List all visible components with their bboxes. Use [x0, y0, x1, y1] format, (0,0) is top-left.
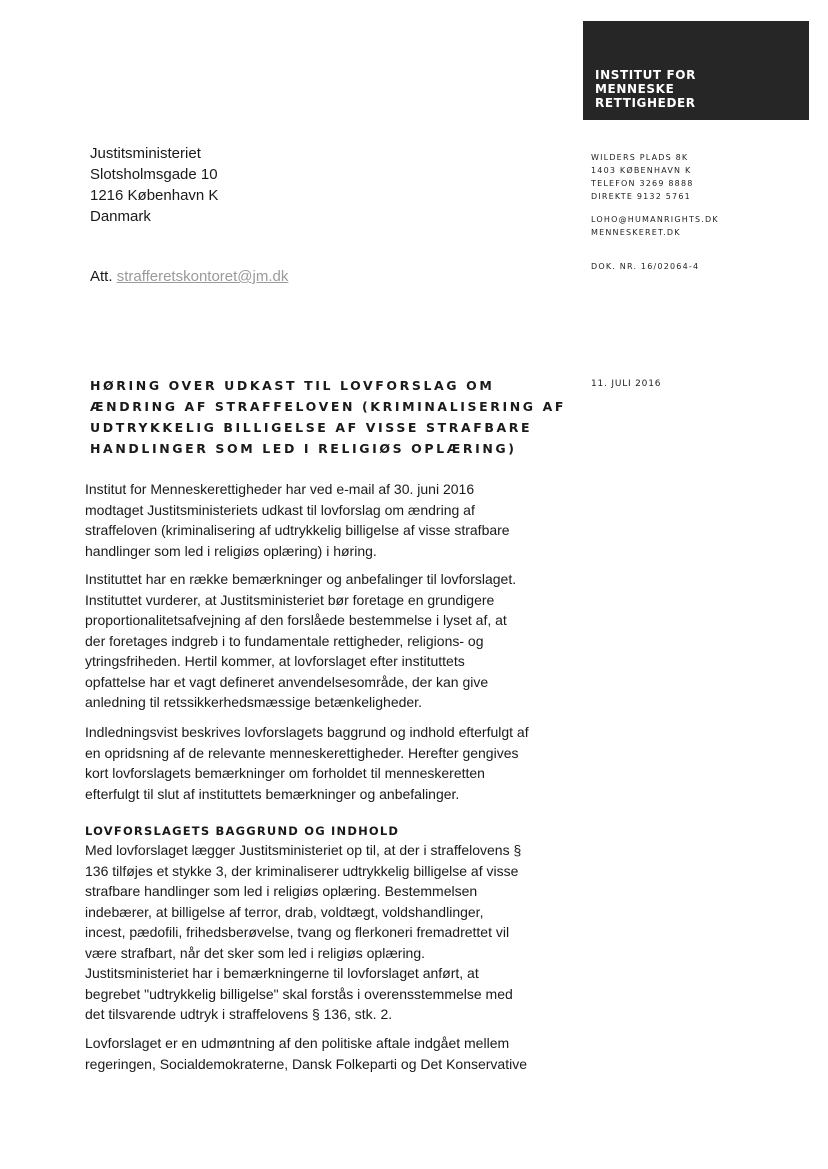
paragraph-line: Institut for Menneskerettigheder har ved e-mail af 30. juni 2016	[85, 481, 475, 497]
sender-address-line: 1403 KØBENHAVN K	[591, 166, 692, 175]
paragraph-line: proportionalitetsafvejning af den forslåede bestemmelse i lyset af, at	[85, 612, 507, 628]
heading-line: HØRING OVER UDKAST TIL LOVFORSLAG OM	[90, 378, 495, 393]
paragraph-political-agreement	[85, 1033, 565, 1074]
sender-website: MENNESKERET.DK	[591, 228, 681, 237]
logo-line-3: RETTIGHEDER	[595, 96, 696, 110]
letter-date: 11. JULI 2016	[591, 379, 662, 389]
sender-direct-phone: DIREKTE 9132 5761	[591, 192, 691, 201]
paragraph-line: Instituttet vurderer, at Justitsministeriet bør foretage en grundigere	[85, 591, 495, 608]
sender-phone: TELEFON 3269 8888	[591, 179, 694, 188]
recipient-line: Slotsholmsgade 10	[90, 166, 218, 183]
recipient-line: 1216 København K	[90, 187, 219, 204]
paragraph-line: opfattelse har et vagt defineret anvendelsesområde, der kan give	[85, 673, 489, 690]
paragraph-line: modtaget Justitsministeriets udkast til lovforslag om ændring af	[85, 501, 475, 518]
paragraph-line: handlinger som led i religiøs oplæring) i høring.	[85, 542, 377, 559]
paragraph-outline	[85, 722, 565, 804]
recipient-address	[90, 143, 218, 227]
attention-label: Att.	[90, 268, 113, 285]
paragraph-background	[85, 840, 565, 1025]
attention-line	[90, 268, 288, 285]
paragraph-line: regeringen, Socialdemokraterne, Dansk Folkeparti og Det Konservative	[85, 1055, 528, 1072]
logo-line-2: MENNESKE	[595, 82, 675, 96]
sender-info	[591, 151, 811, 239]
paragraph-line: strafbare handlinger som led i religiøs oplæring. Bestemmelsen	[85, 883, 478, 899]
paragraph-intro	[85, 479, 565, 561]
paragraph-line: Instituttet har en række bemærkninger og anbefalinger til lovforslaget.	[85, 571, 517, 587]
paragraph-line: anledning til retssikkerhedsmæssige betænkeligheder.	[85, 694, 422, 710]
paragraph-line: der foretages indgreb i to fundamentale rettigheder, religions- og	[85, 632, 484, 649]
paragraph-line: Justitsministeriet har i bemærkningerne til lovforslaget anført, at	[85, 965, 479, 981]
logo-line-1: INSTITUT FOR	[595, 68, 696, 82]
attention-email-link[interactable]: strafferetskontoret@jm.dk	[116, 268, 289, 285]
paragraph-line: en opridsning af de relevante menneskerettigheder. Herefter gengives	[85, 744, 519, 761]
recipient-line: Danmark	[90, 208, 151, 225]
document-number: DOK. NR. 16/02064-4	[591, 262, 700, 271]
paragraph-line: ytringsfriheden. Hertil kommer, at lovforslaget efter instituttets	[85, 653, 465, 669]
paragraph-line: indebærer, at billigelse af terror, drab, voldtægt, voldshandlinger,	[85, 903, 484, 920]
document-heading	[90, 375, 580, 459]
paragraph-line: kort lovforslagets bemærkninger om forholdet til menneskeretten	[85, 765, 485, 781]
paragraph-summary	[85, 569, 565, 713]
paragraph-line: begrebet "udtrykkelig billigelse" skal forstås i overensstemmelse med	[85, 985, 513, 1002]
heading-line: HANDLINGER SOM LED I RELIGIØS OPLÆRING)	[90, 441, 517, 456]
section-title: LOVFORSLAGETS BAGGRUND OG INDHOLD	[85, 824, 400, 838]
paragraph-line: straffeloven (kriminalisering af udtrykkelig billigelse af visse strafbare	[85, 522, 510, 538]
sender-email: LOHO@HUMANRIGHTS.DK	[591, 215, 719, 224]
institute-logo	[583, 21, 809, 120]
heading-line: ÆNDRING AF STRAFFELOVEN (KRIMINALISERING AF	[90, 399, 567, 414]
paragraph-line: 136 tilføjes et stykke 3, der kriminaliserer udtrykkelig billigelse af visse	[85, 862, 519, 879]
paragraph-line: være strafbart, når det sker som led i religiøs oplæring.	[85, 944, 426, 961]
paragraph-line: Indledningsvist beskrives lovforslagets baggrund og indhold efterfulgt af	[85, 724, 529, 740]
paragraph-line: Lovforslaget er en udmøntning af den politiske aftale indgået mellem	[85, 1035, 510, 1051]
paragraph-line: incest, pædofili, frihedsberøvelse, tvang og flerkoneri fremadrettet vil	[85, 924, 510, 940]
paragraph-line: Med lovforslaget lægger Justitsministeriet op til, at der i straffelovens §	[85, 842, 522, 858]
heading-line: UDTRYKKELIG BILLIGELSE AF VISSE STRAFBARE	[90, 420, 533, 435]
paragraph-line: det tilsvarende udtryk i straffelovens § 136, stk. 2.	[85, 1006, 393, 1022]
paragraph-line: efterfulgt til slut af instituttets bemærkninger og anbefalinger.	[85, 785, 460, 802]
sender-address-line: WILDERS PLADS 8K	[591, 153, 689, 162]
recipient-line: Justitsministeriet	[90, 145, 201, 162]
